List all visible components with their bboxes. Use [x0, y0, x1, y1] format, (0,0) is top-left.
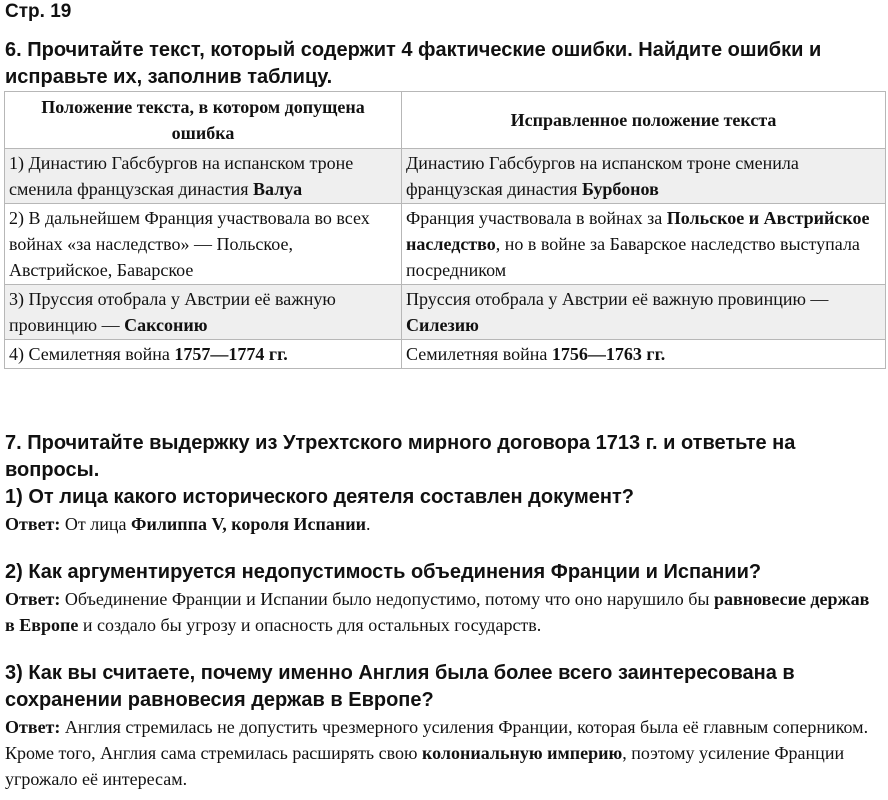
task7-heading: 7. Прочитайте выдержку из Утрехтского мирного договора 1713 г. и ответьте на вопросы. — [5, 432, 796, 481]
answer — [5, 586, 883, 638]
answer — [5, 511, 883, 537]
text-run: Семилетняя война — [406, 344, 552, 364]
text-run: Объединение Франции и Испании было недопустимо, потому что оно нарушило бы — [60, 589, 714, 609]
bold-text: Польское и Австрийское наследство — [406, 208, 870, 254]
bold-text: 1757—1774 гг. — [174, 344, 288, 364]
question: 3) Как вы считаете, почему именно Англия была более всего заинтересована в сохранении равновесия держав в Европе? — [5, 662, 795, 711]
task6-heading: 6. Прочитайте текст, который содержит 4 фактические ошибки. Найдите ошибки и исправьте их, заполнив таблицу. — [5, 39, 822, 88]
corrected-cell — [402, 340, 886, 369]
table-row — [5, 285, 886, 340]
corrected-cell — [402, 204, 886, 285]
bold-text: Саксонию — [124, 315, 208, 335]
spacer — [5, 638, 883, 660]
bold-text: равновесие держав в Европе — [5, 589, 870, 635]
text-run: 3) Пруссия отобрала у Австрии её важную провинцию — — [9, 289, 336, 335]
text-run: . — [365, 514, 371, 534]
bold-text: Бурбонов — [581, 179, 659, 199]
bold-text: Валуа — [253, 179, 303, 199]
text-run: 2) В дальнейшем Франция участвовала во всех войнах «за наследство» — Польское, Австрийское, Баварское — [9, 208, 370, 280]
task7-section — [5, 430, 883, 792]
error-cell — [5, 340, 402, 369]
answer-label: Ответ: — [5, 589, 61, 609]
text-run: , но в войне за Баварское наследство выступала посредником — [406, 234, 860, 280]
error-cell — [5, 285, 402, 340]
answer-label: Ответ: — [5, 514, 61, 534]
questions-list — [5, 484, 883, 792]
text-run: От лица — [60, 514, 131, 534]
text-run: Династию Габсбургов на испанском троне сменила французская династия — [406, 153, 799, 199]
error-cell — [5, 204, 402, 285]
bold-text: 1756—1763 гг. — [551, 344, 666, 364]
page-number: Стр. 19 — [5, 1, 72, 22]
table-row — [5, 204, 886, 285]
table-body — [5, 149, 886, 369]
corrected-cell — [402, 285, 886, 340]
text-run: , поэтому усиление Франции угрожало её интересам. — [5, 743, 845, 789]
text-run: 4) Семилетняя война — [9, 344, 175, 364]
text-run: и создало бы угрозу и опасность для остальных государств. — [78, 615, 542, 635]
table-header-row — [5, 92, 886, 149]
bold-text: Силезию — [406, 315, 479, 335]
text-run: Франция участвовала в войнах за — [406, 208, 667, 228]
col-header-error: Положение текста, в котором допущена ошибка — [5, 92, 402, 149]
spacer — [5, 537, 883, 559]
question: 1) От лица какого исторического деятеля составлен документ? — [5, 486, 634, 508]
errors-table — [4, 91, 886, 369]
table-row — [5, 149, 886, 204]
text-run: 1) Династию Габсбургов на испанском троне сменила французская династия — [9, 153, 354, 199]
question: 2) Как аргументируется недопустимость объединения Франции и Испании? — [5, 561, 762, 583]
bold-text: колониальную империю — [421, 743, 623, 763]
table-row — [5, 340, 886, 369]
col-header-corrected: Исправленное положение текста — [402, 92, 886, 149]
text-run: Пруссия отобрала у Австрии её важную провинцию — — [406, 289, 829, 309]
corrected-cell — [402, 149, 886, 204]
bold-text: Филиппа V, короля Испании — [131, 514, 366, 534]
error-cell — [5, 149, 402, 204]
answer-label: Ответ: — [5, 717, 61, 737]
text-run: Англия стремилась не допустить чрезмерного усиления Франции, которая была её главным соперником. Кроме того, Англия сама стремилась расширять свою — [5, 717, 869, 763]
answer — [5, 714, 883, 792]
